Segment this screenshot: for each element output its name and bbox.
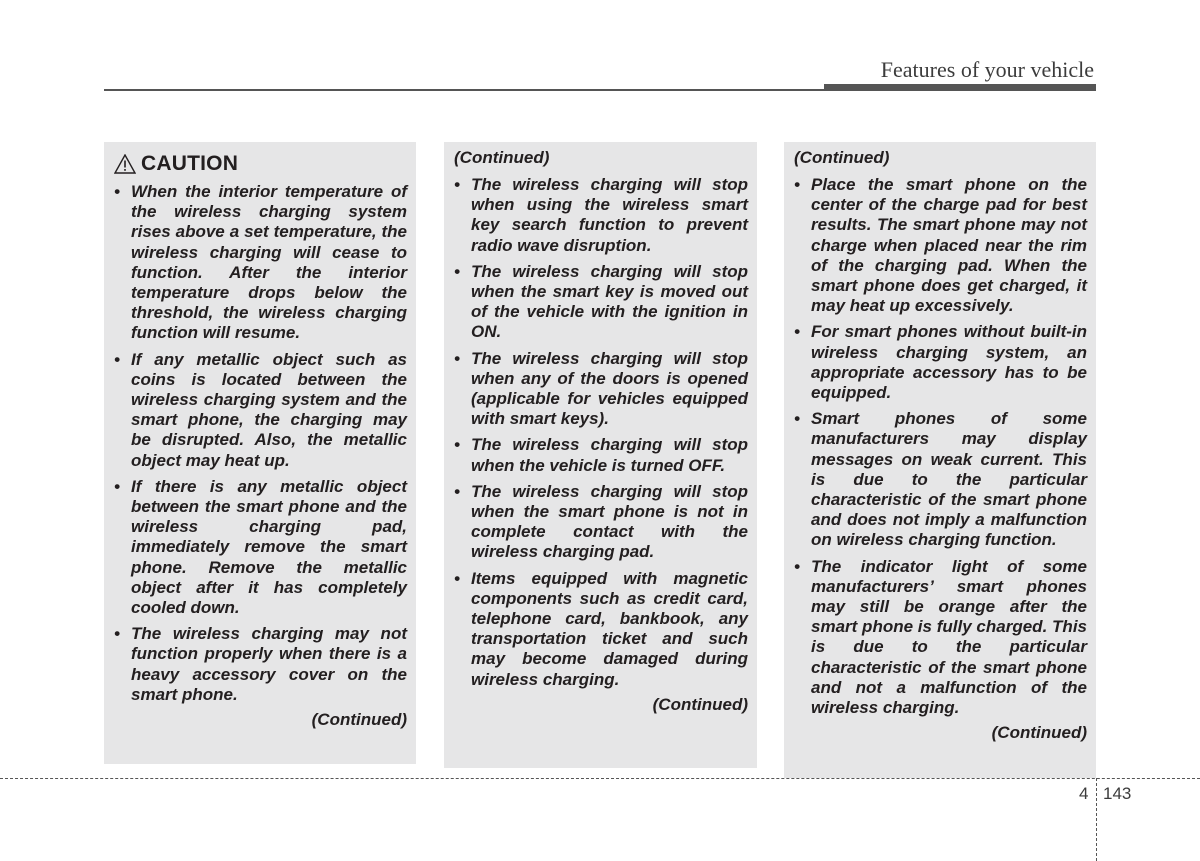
caution-header xyxy=(114,150,407,178)
caution-list-1 xyxy=(114,182,407,705)
list-item-text: The wireless charging will stop when the smart key is moved out of the vehicle with the ignition in ON. xyxy=(471,261,748,342)
header-rule xyxy=(104,89,824,91)
list-item-text: The wireless charging may not function properly when there is a heavy accessory cover on the smart phone. xyxy=(131,624,407,704)
list-item-text: If there is any metallic object between the smart phone and the wireless charging pad, immediately remove the smart phone. Remove the metallic object after it has completely cooled down. xyxy=(131,476,407,618)
page-header-title: Features of your vehicle xyxy=(880,57,1094,82)
list-item: • Smart phones of some manufacturers may display messages on weak current. This is due to the particular characteristic of the smart phone and does not imply a malfunction on wireless charging function. xyxy=(794,409,1087,550)
caution-box xyxy=(104,142,416,764)
list-item: • When the interior temperature of the wireless charging system rises above a set temperature, the wireless charging will cease to function. After the interior temperature drops below the threshold, the wireless charging function will resume. xyxy=(114,182,407,343)
list-item-text: Smart phones of some manufacturers may display messages on weak current. This is due to the particular characteristic of the smart phone and does not imply a malfunction on wireless charging function. xyxy=(811,409,1087,550)
header-rule-accent xyxy=(824,84,1096,91)
list-item-text: The wireless charging will stop when using the wireless smart key search function to prevent radio wave disruption. xyxy=(471,175,748,255)
caution-label: CAUTION xyxy=(141,152,239,175)
list-item-text: When the interior temperature of the wireless charging system rises above a set temperature, the wireless charging will cease to function. After the interior temperature drops below the threshold, the wireless charging function will resume. xyxy=(131,182,407,343)
caution-list-3 xyxy=(794,175,1087,718)
list-item: • The wireless charging will stop when the smart phone is not in complete contact with the wireless charging pad. xyxy=(454,481,748,562)
list-item: • The wireless charging may not function properly when there is a heavy accessory cover on the smart phone. xyxy=(114,624,407,704)
continued-heading: (Continued) xyxy=(794,148,890,167)
list-item-text: Items equipped with magnetic components such as credit card, telephone card, bankbook, any transportation ticket and such may become damaged during wireless charging. xyxy=(471,568,748,689)
list-item-text: The wireless charging will stop when any of the doors is opened (applicable for vehicles equipped with smart keys). xyxy=(471,348,748,429)
list-item: • If there is any metallic object between the smart phone and the wireless charging pad, immediately remove the smart phone. Remove the metallic object after it has completely cooled down. xyxy=(114,476,407,618)
list-item-text: Place the smart phone on the center of the charge pad for best results. The smart phone may not charge when placed near the rim of the charging pad. When the smart phone does get charged, it may heat up excessively. xyxy=(811,175,1087,316)
list-item: • Place the smart phone on the center of the charge pad for best results. The smart phone may not charge when placed near the rim of the charging pad. When the smart phone does get charged, it may heat up excessively. xyxy=(794,175,1087,316)
list-item: • For smart phones without built-in wireless charging system, an appropriate accessory has to be equipped. xyxy=(794,322,1087,403)
footer-rule xyxy=(0,778,1200,779)
list-item-text: For smart phones without built-in wireless charging system, an appropriate accessory has to be equipped. xyxy=(811,322,1087,403)
list-item: • The wireless charging will stop when any of the doors is opened (applicable for vehicles equipped with smart keys). xyxy=(454,348,748,429)
continued-heading: (Continued) xyxy=(454,148,550,167)
list-item: • The wireless charging will stop when using the wireless smart key search function to prevent radio wave disruption. xyxy=(454,175,748,255)
list-item: • Items equipped with magnetic components such as credit card, telephone card, bankbook, any transportation ticket and such may become damaged during wireless charging. xyxy=(454,568,748,689)
list-item: • The wireless charging will stop when the vehicle is turned OFF. xyxy=(454,435,748,475)
list-item-text: The indicator light of some manufacturers’ smart phones may still be orange after the smart phone is fully charged. This is due to the particular characteristic of the smart phone and not a malfunction of the wireless charging. xyxy=(811,556,1087,718)
chapter-number: 4 xyxy=(1079,784,1089,803)
list-item: • The indicator light of some manufacturers’ smart phones may still be orange after the smart phone is fully charged. This is due to the particular characteristic of the smart phone and not a malfunction of the wireless charging. xyxy=(794,556,1087,718)
list-item-text: The wireless charging will stop when the smart phone is not in complete contact with the wireless charging pad. xyxy=(471,481,748,562)
caution-box-continued-1 xyxy=(444,142,757,768)
list-item-text: If any metallic object such as coins is located between the wireless charging system and the smart phone, the charging may be disrupted. Also, the metallic object may heat up. xyxy=(131,349,407,470)
page-number: 143 xyxy=(1103,784,1132,803)
list-item: • The wireless charging will stop when the smart key is moved out of the vehicle with the ignition in ON. xyxy=(454,261,748,342)
caution-list-2 xyxy=(454,175,748,690)
warning-triangle-icon xyxy=(114,154,136,174)
caution-box-continued-2 xyxy=(784,142,1096,778)
continued-footer: (Continued) xyxy=(991,723,1087,743)
list-item: • If any metallic object such as coins is located between the wireless charging system and the smart phone, the charging may be disrupted. Also, the metallic object may heat up. xyxy=(114,349,407,470)
continued-footer: (Continued) xyxy=(311,710,407,730)
list-item-text: The wireless charging will stop when the vehicle is turned OFF. xyxy=(471,435,748,475)
footer-divider xyxy=(1096,778,1097,861)
continued-footer: (Continued) xyxy=(652,694,748,714)
